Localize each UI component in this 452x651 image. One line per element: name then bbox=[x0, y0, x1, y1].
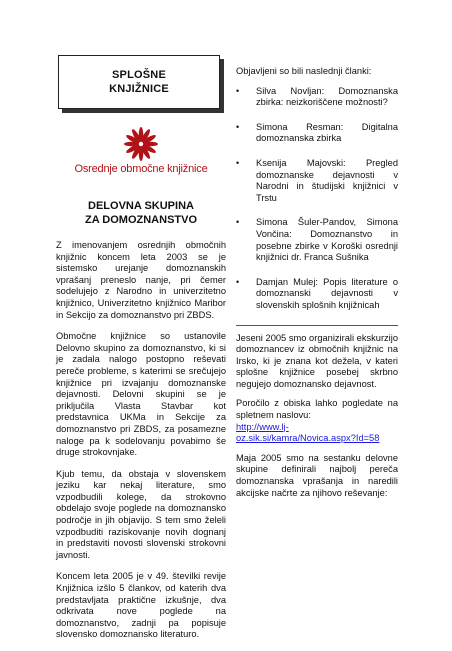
paragraph-appointment: Z imenovanjem osrednjih območnih knjižnic koncem leta 2003 se je sistemsko urejanje domoznanskih vprašanj preneslo nanje, pri čemer sodelujejo z Narodno in univerzitetno knjižnico, Univerzitetno knjižnico Maribor in Sekcijo za domoznanstvo pri ZBDS. bbox=[56, 240, 226, 320]
paragraph-journal: Koncem leta 2005 je v 49. številki revije Knjižnica izšlo 5 člankov, od katerih dva predstavljata praktične izkušnje, dva odkrivata nove poglede na domoznanstvo, zadnji pa popisuje slovensko domoznansko literaturo. bbox=[56, 571, 226, 640]
article-text: Silva Novljan: Domoznanska zbirka: neizkoriščene možnosti? bbox=[256, 85, 398, 108]
bullet-icon: • bbox=[236, 217, 240, 228]
right-column bbox=[236, 66, 398, 507]
left-column bbox=[56, 55, 226, 651]
bullet-icon: • bbox=[236, 121, 240, 132]
list-item bbox=[236, 122, 398, 145]
report-text: Poročilo z obiska lahko pogledate na spletnem naslovu: bbox=[236, 398, 398, 421]
article-text: Simona Resman: Digitalna domoznanska zbirka bbox=[256, 121, 398, 144]
flower-logo-icon bbox=[118, 127, 164, 161]
paragraph-excursion: Jeseni 2005 smo organizirali ekskurzijo domoznancev iz območnih knjižnic na Irsko, ki je znana kot dežela, v kateri splošne knjižnice posebej skrbno negujejo domoznansko dejavnost. bbox=[236, 332, 398, 389]
list-item bbox=[236, 277, 398, 312]
article-text: Simona Šuler-Pandov, Simona Vončina: Domoznanstvo in posebne zbirke v Koroški osrednji knjižnici dr. Franca Sušnika bbox=[256, 217, 398, 263]
logo-text: Osrednje območne knjižnice bbox=[74, 163, 208, 175]
list-item bbox=[236, 86, 398, 109]
section-header-box bbox=[58, 55, 220, 109]
bullet-icon: • bbox=[236, 157, 240, 168]
section-title bbox=[56, 200, 226, 227]
section-title-line-2: ZA DOMOZNANSTVO bbox=[84, 213, 198, 226]
articles-list bbox=[236, 86, 398, 312]
section-title-line-1: DELOVNA SKUPINA bbox=[88, 200, 194, 212]
logo bbox=[56, 127, 226, 175]
list-item bbox=[236, 158, 398, 204]
bullet-icon: • bbox=[236, 276, 240, 287]
report-link[interactable]: http://www.lj-oz.sik.si/kamra/Novica.aspx?Id=58 bbox=[236, 421, 380, 444]
articles-intro: Objavljeni so bili naslednji članki: bbox=[236, 66, 372, 76]
paragraph-report bbox=[236, 398, 398, 444]
bullet-icon: • bbox=[236, 85, 240, 96]
header-line-1: SPLOŠNE bbox=[112, 69, 166, 81]
list-item bbox=[236, 217, 398, 263]
paragraph-working-group: Območne knjižnice so ustanovile Delovno skupino za domoznanstvo, ki si je zadala nalogo postopno reševati pereče probleme, s katerimi se srečujejo knjižnice pri izvajanju domoznanske dejavnosti. Delovni skupini se je priključila Vlasta Stavbar kot predstavnica UKMa in Sekcije za domoznanstvo pri ZBDS, za posamezne naloge pa k sodelovanju povabimo še druge strokovnjake. bbox=[56, 331, 226, 458]
article-text: Damjan Mulej: Popis literature o domoznanski dejavnosti v slovenskih splošnih knjižnicah bbox=[256, 276, 398, 310]
paragraph-literature: Kjub temu, da obstaja v slovenskem jeziku kar nekaj literature, smo vzpodbudili kolege, da strokovno obdelajo svoje poglede na domoznansko področje in jih objavijo. S tem smo želeli vzpodbuditi raziskovanje novih dognanj in predstaviti novosti slovenski strokovni javnosti. bbox=[56, 468, 226, 560]
paragraph-meeting: Maja 2005 smo na sestanku delovne skupine definirali najbolj pereča domoznanska vprašanja in naredili akcijske načrte za njihovo reševanje: bbox=[236, 452, 398, 498]
article-text: Ksenija Majovski: Pregled domoznanske dejavnosti v Narodni in študijski knjižnici v Trstu bbox=[256, 157, 398, 203]
divider bbox=[236, 325, 398, 326]
header-line-2: KNJIŽNICE bbox=[109, 83, 169, 95]
